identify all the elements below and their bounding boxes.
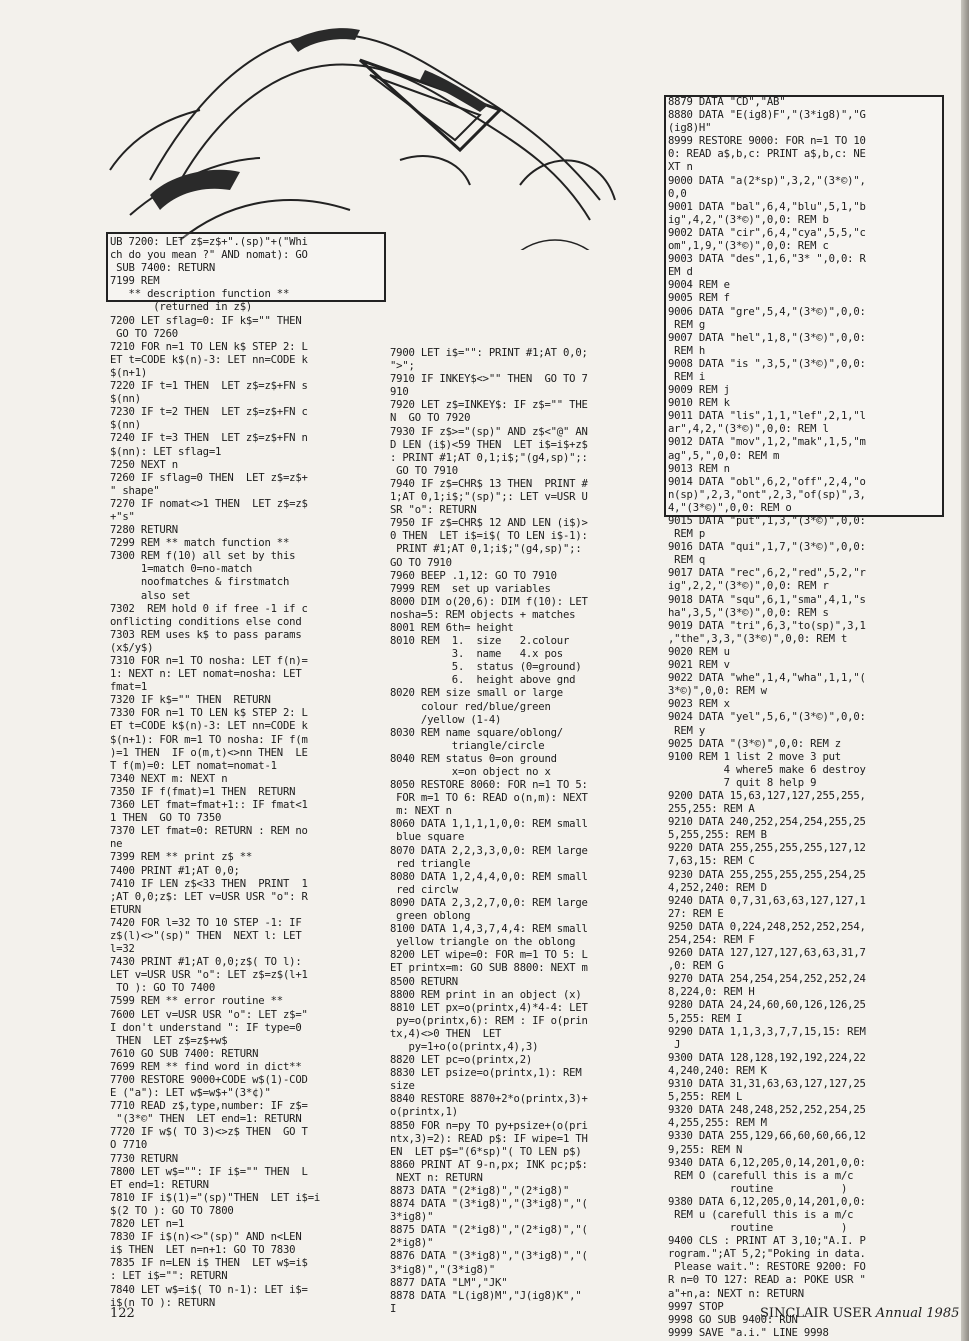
code-line: SR "o": RETURN	[390, 504, 477, 517]
code-line: 0,0	[668, 187, 687, 200]
code-line: I don't understand ": IF type=0	[110, 1021, 302, 1034]
code-line: 7250 NEXT n	[110, 458, 178, 471]
code-line: GO TO 7260	[110, 327, 178, 340]
code-line: ">";	[390, 360, 415, 373]
code-line: 7800 LET w$="": IF i$="" THEN L	[110, 1165, 308, 1178]
code-line: REM g	[668, 318, 706, 331]
code-line: ET t=CODE k$(n)-3: LET nn=CODE k	[110, 720, 308, 733]
code-line: (x$/y$)	[110, 641, 154, 654]
code-line: 9019 DATA "tri",6,3,"to(sp)",3,1	[668, 619, 866, 632]
code-line: N GO TO 7920	[390, 412, 471, 425]
code-line: 7302 REM hold 0 if free -1 if c	[110, 602, 308, 615]
code-line: 8874 DATA "(3*ig8)","(3*ig8)","(	[390, 1198, 588, 1211]
code-line: 7835 IF n=LEN i$ THEN LET w$=i$	[110, 1257, 308, 1270]
code-line: 9013 REM n	[668, 462, 730, 475]
code-line: 9100 REM 1 list 2 move 3 put	[668, 750, 841, 763]
code-line: triangle/circle	[390, 739, 545, 752]
code-line: 8875 DATA "(2*ig8)","(2*ig8)","(	[390, 1224, 588, 1237]
code-line: GO TO 7910	[390, 556, 452, 569]
code-line: GO TO 7910	[390, 464, 458, 477]
code-line: ch do you mean ?" AND nomat): GO	[110, 249, 308, 262]
code-line: 1;AT 0,1;i$;"(sp)";: LET v=USR U	[390, 491, 588, 504]
code-line: routine )	[668, 1222, 848, 1235]
code-line: noofmatches & firstmatch	[110, 576, 290, 589]
code-line: 7950 IF z$=CHR$ 12 AND LEN (i$)>	[390, 517, 588, 530]
code-line: ha",3,5,"(3*©)",0,0: REM s	[668, 606, 829, 619]
code-line: 7400 PRINT #1;AT 0,0;	[110, 864, 240, 877]
code-line: : LET i$="": RETURN	[110, 1270, 228, 1283]
code-line: 7960 BEEP .1,12: GO TO 7910	[390, 569, 557, 582]
code-line: 5,255: REM I	[668, 1012, 743, 1025]
code-line: 7260 IF sflag=0 THEN LET z$=z$+	[110, 471, 308, 484]
code-line: I	[390, 1302, 397, 1315]
code-line: )=1 THEN IF o(m,t)<>nn THEN LE	[110, 746, 308, 759]
code-line: 9015 DATA "put",1,3,"(3*©)",0,0:	[668, 515, 866, 527]
code-line: (ig8)H"	[668, 122, 712, 135]
code-line: 8810 LET px=o(printx,4)*4-4: LET	[390, 1001, 588, 1014]
code-line: ;AT 0,0;z$: LET v=USR USR "o": R	[110, 890, 308, 903]
code-line: also set	[110, 589, 191, 602]
code-line: 9250 DATA 0,224,248,252,252,254,	[668, 920, 866, 933]
code-line: /yellow (1-4)	[390, 713, 502, 726]
code-line: 9016 DATA "qui",1,7,"(3*©)",0,0:	[668, 541, 866, 554]
code-line: 7430 PRINT #1;AT 0,0;z$( TO l):	[110, 956, 302, 969]
code-line: 8879 DATA "CD","AB"	[668, 96, 786, 108]
code-line: 8877 DATA "LM","JK"	[390, 1276, 508, 1289]
code-line: 8090 DATA 2,3,2,7,0,0: REM large	[390, 896, 588, 909]
code-line: 7900 LET i$="": PRINT #1;AT 0,0;	[390, 347, 588, 359]
code-line: 8200 LET wipe=0: FOR m=1 TO 5: L	[390, 949, 588, 962]
code-line: red circlw	[390, 883, 458, 896]
code-line: 9025 DATA "(3*©)",0,0: REM z	[668, 737, 841, 750]
code-line: routine )	[668, 1182, 848, 1195]
code-line: 8860 PRINT AT 9-n,px; INK pc;p$:	[390, 1158, 588, 1171]
code-line: SUB 7400: RETURN	[110, 262, 216, 275]
code-line: 7720 IF w$( TO 3)<>z$ THEN GO T	[110, 1126, 308, 1139]
code-line: 9024 DATA "yel",5,6,"(3*©)",0,0:	[668, 711, 866, 724]
code-line: 3*ig8)"	[390, 1211, 434, 1224]
code-line: 9220 DATA 255,255,255,255,127,12	[668, 842, 866, 855]
code-line: a"+n,a: NEXT n: RETURN	[668, 1287, 804, 1300]
code-line: 8876 DATA "(3*ig8)","(3*ig8)","(	[390, 1250, 588, 1263]
code-line: ig",2,2,"(3*©)",0,0: REM r	[668, 580, 829, 593]
code-line: 8,224,0: REM H	[668, 986, 755, 999]
code-line: 9340 DATA 6,12,205,0,14,201,0,0:	[668, 1156, 866, 1169]
code-line: PRINT #1;AT 0,1;i$;"(g4,sp)";:	[390, 543, 582, 556]
code-line: 9400 CLS : PRINT AT 3,10;"A.I. P	[668, 1235, 866, 1248]
code-line: 254,254: REM F	[668, 934, 755, 946]
code-line: 3. name 4.x pos	[390, 648, 563, 661]
code-line: 7420 FOR l=32 TO 10 STEP -1: IF	[110, 916, 302, 929]
code-line: 1 THEN GO TO 7350	[110, 812, 222, 825]
code-line: 9022 DATA "whe",1,4,"wha",1,1,"(	[668, 672, 866, 685]
code-line: size	[390, 1080, 415, 1093]
code-line: Please wait.": RESTORE 9200: FO	[668, 1261, 866, 1274]
code-line: 8873 DATA "(2*ig8)","(2*ig8)"	[390, 1185, 570, 1197]
code-line: ET t=CODE k$(n)-3: LET nn=CODE k	[110, 353, 308, 366]
code-line: NEXT n: RETURN	[390, 1171, 483, 1184]
code-line: REM y	[668, 724, 706, 737]
code-line: 1: NEXT n: LET nomat=nosha: LET	[110, 668, 302, 681]
code-line: REM i	[668, 370, 706, 383]
page-number: 122	[110, 1306, 135, 1321]
code-line: 7200 LET sflag=0: IF k$="" THEN	[110, 314, 302, 327]
code-line: 8800 REM print in an object (x)	[390, 988, 582, 1001]
code-line: 7320 IF k$="" THEN RETURN	[110, 694, 271, 707]
code-line: REM u (carefull this is a m/c	[668, 1208, 854, 1221]
code-line: REM p	[668, 528, 706, 541]
code-line: 9260 DATA 127,127,127,63,63,31,7	[668, 947, 866, 960]
code-line: tx,4)<>0 THEN LET	[390, 1027, 502, 1040]
code-line: "(3*©" THEN LET end=1: RETURN	[110, 1113, 302, 1126]
code-line: 7810 IF i$(1)="(sp)"THEN LET i$=i	[110, 1191, 321, 1204]
code-line: ** description function **	[110, 288, 290, 301]
code-line: z$(l)<>"(sp)" THEN NEXT l: LET	[110, 929, 302, 942]
code-line: 0: READ a$,b,c: PRINT a$,b,c: NE	[668, 148, 866, 161]
code-line: 9008 DATA "is ",3,5,"(3*©)",0,0:	[668, 357, 866, 370]
code-line: n(sp)",2,3,"ont",2,3,"of(sp)",3,	[668, 488, 866, 501]
code-line: 9001 DATA "bal",6,4,"blu",5,1,"b	[668, 200, 866, 213]
code-line: 4 where5 make 6 destroy	[668, 763, 866, 776]
code-line: 7299 REM ** match function **	[110, 537, 290, 550]
code-line: $(nn): LET sflag=1	[110, 445, 222, 458]
code-line: 7840 LET w$=i$( TO n-1): LET i$=	[110, 1283, 308, 1296]
code-line: EM d	[668, 266, 693, 279]
code-line: o(printx,1)	[390, 1106, 458, 1119]
code-line: REM h	[668, 344, 706, 357]
code-line: 4,252,240: REM D	[668, 881, 767, 894]
code-line: $(n+1)	[110, 366, 148, 379]
code-line: $(2 TO ): GO TO 7800	[110, 1204, 234, 1217]
code-line: ,"the",3,3,"(3*©)",0,0: REM t	[668, 632, 848, 645]
code-line: 9330 DATA 255,129,66,60,60,66,12	[668, 1130, 866, 1143]
code-line: 9270 DATA 254,254,254,252,252,24	[668, 973, 866, 986]
code-column-right	[668, 96, 943, 1340]
code-line: 9020 REM u	[668, 645, 730, 658]
code-line: 7300 REM f(10) all set by this	[110, 550, 296, 563]
code-line: 7230 IF t=2 THEN LET z$=z$+FN c	[110, 406, 308, 419]
code-line: XT n	[668, 161, 693, 174]
code-line: ETURN	[110, 903, 141, 916]
code-line: : PRINT #1;AT 0,1;i$;"(g4,sp)";:	[390, 451, 588, 464]
code-line: 9003 DATA "des",1,6,"3* ",0,0: R	[668, 253, 866, 266]
code-line: 9999 SAVE "a.i." LINE 9998	[668, 1326, 829, 1339]
code-line: 8820 LET pc=o(printx,2)	[390, 1054, 533, 1067]
code-line: om",1,9,"(3*©)",0,0: REM c	[668, 240, 829, 253]
code-line: 7820 LET n=1	[110, 1218, 185, 1231]
code-line: 8880 DATA "E(ig8)F","(3*ig8)","G	[668, 109, 866, 122]
code-line: 9300 DATA 128,128,192,192,224,22	[668, 1051, 866, 1064]
code-line: 7280 RETURN	[110, 524, 178, 537]
code-line: 8050 RESTORE 8060: FOR n=1 TO 5:	[390, 779, 588, 792]
code-line: 7 quit 8 help 9	[668, 776, 817, 789]
code-line: 9021 REM v	[668, 659, 730, 672]
code-line: 8001 REM 6th= height	[390, 621, 514, 634]
code-line: 9005 REM f	[668, 292, 730, 305]
code-line: 9240 DATA 0,7,31,63,63,127,127,1	[668, 894, 866, 907]
code-line: 8830 LET psize=o(printx,1): REM	[390, 1067, 582, 1080]
code-line: 9017 DATA "rec",6,2,"red",5,2,"r	[668, 567, 866, 580]
code-line: ar",4,2,"(3*©)",0,0: REM l	[668, 423, 829, 436]
code-line: 8010 REM 1. size 2.colour	[390, 635, 570, 648]
code-line: 8000 DIM o(20,6): DIM f(10): LET	[390, 595, 588, 608]
code-line: E ("a"): LET w$=w$+"(3*¢)"	[110, 1087, 271, 1100]
code-line: blue square	[390, 831, 465, 844]
code-line: 7370 LET fmat=0: RETURN : REM no	[110, 825, 308, 838]
code-line: +"s"	[110, 510, 135, 523]
code-line: 8878 DATA "L(ig8)M","J(ig8)K","	[390, 1289, 582, 1302]
code-line: 7360 LET fmat=fmat+1:: IF fmat<1	[110, 799, 308, 812]
code-line: 9011 DATA "lis",1,1,"lef",2,1,"l	[668, 410, 866, 423]
code-line: 7699 REM ** find word in dict**	[110, 1060, 302, 1073]
code-line: 9280 DATA 24,24,60,60,126,126,25	[668, 999, 866, 1012]
magazine-name: SINCLAIR USER	[760, 1306, 872, 1321]
code-line: py=1+o(o(printx,4),3)	[390, 1040, 539, 1053]
code-line: 27: REM E	[668, 907, 724, 920]
code-line: 7399 REM ** print z$ **	[110, 851, 253, 864]
code-line: EN LET p$="(6*sp)"( TO LEN p$)	[390, 1145, 582, 1158]
code-line: 7940 IF z$=CHR$ 13 THEN PRINT #	[390, 477, 588, 490]
code-line: 9023 REM x	[668, 698, 730, 711]
code-line: T f(m)=0: LET nomat=nomat-1	[110, 759, 277, 772]
code-line: UB 7200: LET z$=z$+".(sp)"+("Whi	[110, 236, 308, 248]
code-line: i$ THEN LET n=n+1: GO TO 7830	[110, 1244, 296, 1257]
code-line: yellow triangle on the oblong	[390, 936, 576, 949]
code-line: D LEN (i$)<59 THEN LET i$=i$+z$	[390, 438, 588, 451]
code-line: 7199 REM	[110, 275, 160, 288]
code-line: 8020 REM size small or large	[390, 687, 563, 700]
code-line: 8070 DATA 2,2,3,3,0,0: REM large	[390, 844, 588, 857]
code-line: 8500 RETURN	[390, 975, 458, 988]
code-line: 8840 RESTORE 8870+2*o(printx,3)+	[390, 1093, 588, 1106]
code-line: FOR m=1 TO 6: READ o(n,m): NEXT	[390, 792, 588, 805]
code-column-middle	[390, 347, 665, 1316]
code-line: 7610 GO SUB 7400: RETURN	[110, 1047, 259, 1060]
code-line: 8060 DATA 1,1,1,1,0,0: REM small	[390, 818, 588, 831]
code-line: 8080 DATA 1,2,4,4,0,0: REM small	[390, 870, 588, 883]
magazine-issue: Annual 1985	[875, 1306, 960, 1321]
code-line: 7210 FOR n=1 TO LEN k$ STEP 2: L	[110, 340, 308, 353]
code-line: 5,255,255: REM B	[668, 829, 767, 842]
code-line: 255,255: REM A	[668, 803, 755, 816]
code-line: 9210 DATA 240,252,254,254,255,25	[668, 816, 866, 829]
code-line: red triangle	[390, 857, 471, 870]
code-line: py=o(printx,6): REM : IF o(prin	[390, 1014, 588, 1027]
code-line: 9380 DATA 6,12,205,0,14,201,0,0:	[668, 1195, 866, 1208]
code-line: i$(n TO ): RETURN	[110, 1296, 216, 1309]
code-line: 9002 DATA "cir",6,4,"cya",5,5,"c	[668, 226, 866, 239]
code-line: nosha=5: REM objects + matches	[390, 608, 576, 621]
code-line: 9010 REM k	[668, 397, 730, 410]
code-line: O 7710	[110, 1139, 148, 1152]
code-line: 8999 RESTORE 9000: FOR n=1 TO 10	[668, 135, 866, 148]
code-line: 9018 DATA "squ",6,1,"sma",4,1,"s	[668, 593, 866, 606]
code-line: 7220 IF t=1 THEN LET z$=z$+FN s	[110, 380, 308, 393]
code-line: 9004 REM e	[668, 279, 730, 292]
code-line: REM q	[668, 554, 706, 567]
code-line: 8850 FOR n=py TO py+psize+(o(pri	[390, 1119, 588, 1132]
code-line: m: NEXT n	[390, 805, 452, 818]
code-line: l=32	[110, 943, 135, 956]
code-line: x=on object no x	[390, 766, 551, 778]
code-line: 7240 IF t=3 THEN LET z$=z$+FN n	[110, 432, 308, 445]
code-line: 9006 DATA "gre",5,4,"(3*©)",0,0:	[668, 305, 866, 318]
code-line: 3*ig8)","(3*ig8)"	[390, 1263, 496, 1276]
code-line: 5,255: REM L	[668, 1091, 743, 1104]
code-line: 4,"(3*©)",0,0: REM o	[668, 501, 792, 514]
code-line: rogram.";AT 5,2;"Poking in data.	[668, 1248, 866, 1261]
code-line: $(n+1): FOR m=1 TO nosha: IF f(m	[110, 733, 308, 746]
code-line: 9997 STOP	[668, 1300, 724, 1313]
code-line: ag",5,",0,0: REM m	[668, 449, 780, 462]
code-line: 4,240,240: REM K	[668, 1064, 767, 1077]
code-line: ne	[110, 838, 123, 851]
code-line: " shape"	[110, 484, 160, 497]
code-line: 9000 DATA "a(2*sp)",3,2,"(3*©)",	[668, 174, 866, 187]
code-line: onflicting conditions else cond	[110, 615, 302, 628]
code-line: REM O (carefull this is a m/c	[668, 1169, 854, 1182]
code-line: $(nn)	[110, 419, 141, 432]
code-line: (returned in z$)	[110, 301, 253, 314]
code-line: 9290 DATA 1,1,3,3,7,7,15,15: REM	[668, 1025, 866, 1038]
code-line: 7330 FOR n=1 TO LEN k$ STEP 2: L	[110, 707, 308, 720]
code-line: 7599 REM ** error routine **	[110, 995, 283, 1008]
code-line: 7303 REM uses k$ to pass params	[110, 628, 302, 641]
code-line: 9998 GO SUB 9400: RUN	[668, 1313, 798, 1326]
code-line: 7310 FOR n=1 TO nosha: LET f(n)=	[110, 655, 308, 667]
code-line: fmat=1	[110, 681, 148, 694]
code-line: $(nn)	[110, 393, 141, 406]
code-line: TO ): GO TO 7400	[110, 982, 216, 995]
code-line: 7999 REM set up variables	[390, 582, 551, 595]
page-edge	[961, 0, 969, 1341]
code-line: 9200 DATA 15,63,127,127,255,255,	[668, 789, 866, 802]
code-line: 0 THEN LET i$=i$( TO LEN i$-1):	[390, 530, 588, 543]
code-line: 7930 IF z$>="(sp)" AND z$<"@" AN	[390, 425, 588, 438]
code-line: 7730 RETURN	[110, 1152, 178, 1165]
code-line: 9230 DATA 255,255,255,255,254,25	[668, 868, 866, 881]
code-line: 7710 READ z$,type,number: IF z$=	[110, 1100, 308, 1113]
code-line: 3*©)",0,0: REM w	[668, 685, 767, 698]
code-line: 6. height above gnd	[390, 674, 576, 687]
code-line: ET end=1: RETURN	[110, 1178, 209, 1191]
code-line: 8040 REM status 0=on ground	[390, 752, 557, 765]
code-line: 7350 IF f(fmat)=1 THEN RETURN	[110, 785, 296, 798]
code-line: 7,63,15: REM C	[668, 855, 755, 868]
code-line: 7830 IF i$(n)<>"(sp)" AND n<LEN	[110, 1231, 302, 1244]
code-line: 7600 LET v=USR USR "o": LET z$="	[110, 1008, 308, 1021]
code-column-left	[110, 236, 385, 1310]
code-line: LET v=USR USR "o": LET z$=z$(l+1	[110, 969, 308, 982]
code-line: J	[668, 1038, 681, 1051]
code-line: 8030 REM name square/oblong/	[390, 726, 563, 739]
code-line: 7270 IF nomat<>1 THEN LET z$=z$	[110, 497, 308, 510]
code-line: 7340 NEXT m: NEXT n	[110, 772, 228, 785]
code-line: green oblong	[390, 910, 471, 923]
code-line: 1=match 0=no-match	[110, 563, 253, 576]
code-line: 8100 DATA 1,4,3,7,4,4: REM small	[390, 923, 588, 936]
code-line: 9014 DATA "obl",6,2,"off",2,4,"o	[668, 475, 866, 488]
code-line: ,0: REM G	[668, 960, 724, 973]
code-line: R n=0 TO 127: READ a: POKE USR "	[668, 1274, 866, 1287]
code-line: ig",4,2,"(3*©)",0,0: REM b	[668, 213, 829, 226]
code-line: THEN LET z$=z$+w$	[110, 1034, 228, 1047]
code-line: 9012 DATA "mov",1,2,"mak",1,5,"m	[668, 436, 866, 449]
code-line: 9,255: REM N	[668, 1143, 743, 1156]
code-line: 7920 LET z$=INKEY$: IF z$="" THE	[390, 399, 588, 412]
code-line: 4,255,255: REM M	[668, 1117, 767, 1130]
code-line: 7910 IF INKEY$<>"" THEN GO TO 7	[390, 373, 588, 386]
code-line: 7410 IF LEN z$<33 THEN PRINT 1	[110, 877, 308, 890]
code-line: ntx,3)=2): READ p$: IF wipe=1 TH	[390, 1132, 588, 1145]
code-line: 7700 RESTORE 9000+CODE w$(1)-COD	[110, 1074, 308, 1086]
magazine-footer	[760, 1306, 959, 1321]
code-line: 9009 REM j	[668, 384, 730, 397]
code-line: 5. status (0=ground)	[390, 661, 582, 674]
code-line: 2*ig8)"	[390, 1237, 434, 1250]
code-line: ET printx=m: GO SUB 8800: NEXT m	[390, 962, 588, 975]
code-line: colour red/blue/green	[390, 700, 551, 713]
code-line: 9310 DATA 31,31,63,63,127,127,25	[668, 1078, 866, 1091]
code-line: 9007 DATA "hel",1,8,"(3*©)",0,0:	[668, 331, 866, 344]
code-line: 9320 DATA 248,248,252,252,254,25	[668, 1104, 866, 1117]
code-line: 910	[390, 386, 409, 399]
